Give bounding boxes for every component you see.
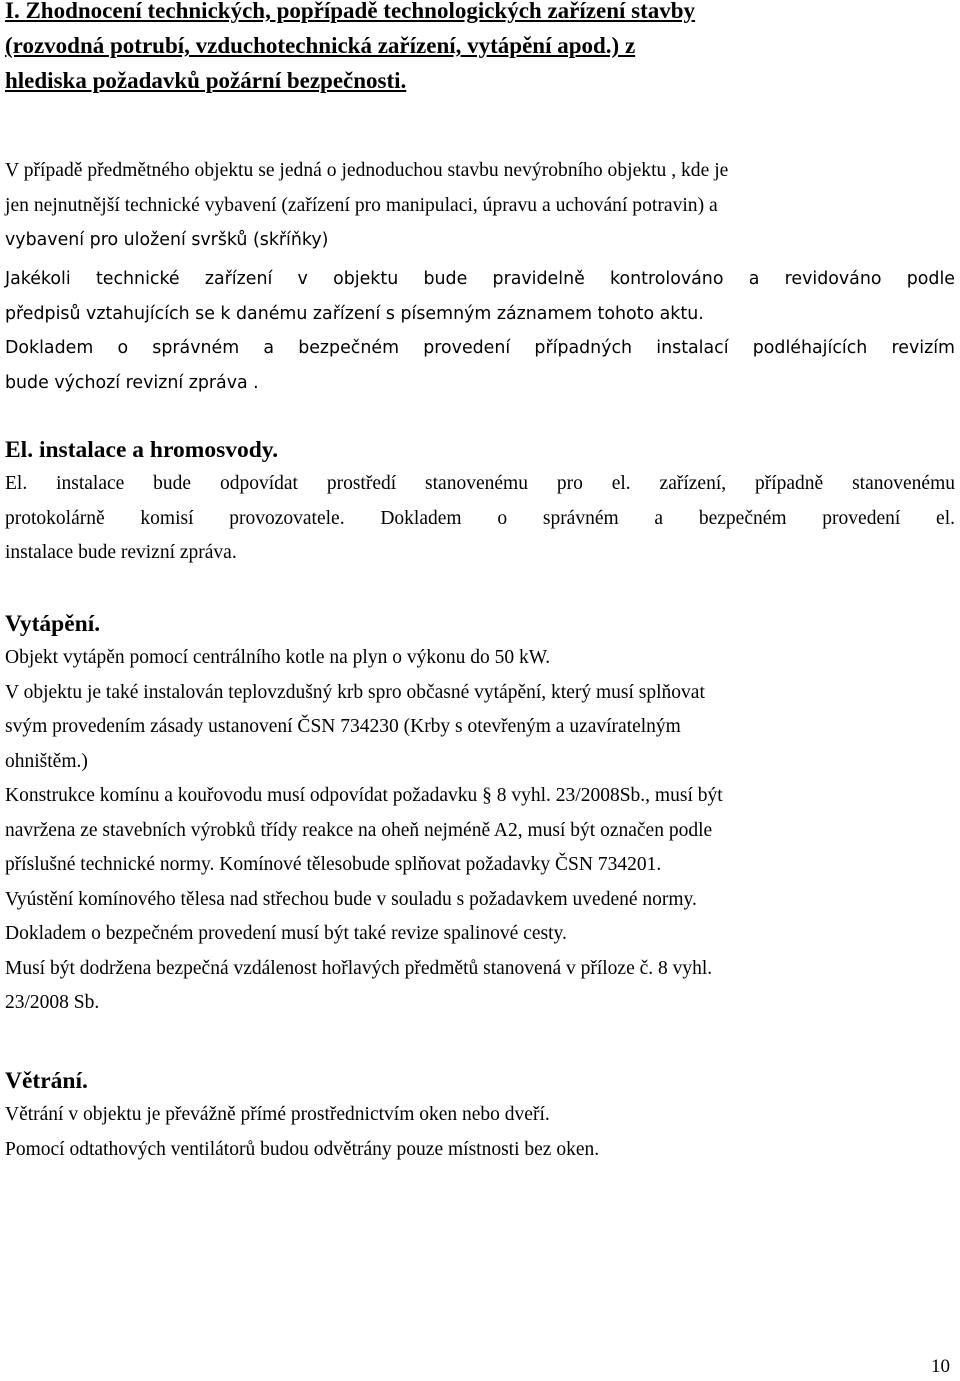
ventilation-paragraph — [5, 1098, 955, 1167]
text-line: Pomocí odtathových ventilátorů budou odvětrány pouze místnosti bez oken. — [5, 1138, 600, 1160]
text-line: vybavení pro uložení svršků (skříňky) — [5, 230, 329, 250]
intro-paragraph-1 — [5, 154, 955, 258]
text-line: předpisů vztahujících se k danému zařízení s písemným záznamem tohoto aktu. — [5, 303, 704, 324]
text-line: El. instalace bude odpovídat prostředí stanovenému pro el. zařízení, případně stanovenému — [5, 473, 955, 494]
heating-paragraph — [5, 641, 955, 1021]
text-line: Konstrukce komínu a kouřovodu musí odpovídat požadavku § 8 vyhl. 23/2008Sb., musí být — [5, 785, 723, 806]
text-line: Musí být dodržena bezpečná vzdálenost hořlavých předmětů stanovená v příloze č. 8 vyhl. — [5, 957, 713, 979]
text-line: svým provedením zásady ustanovení ČSN 734230 (Krby s otevřeným a uzavíratelným — [5, 716, 681, 737]
electrical-section-title: El. instalace a hromosvody. — [5, 437, 279, 463]
text-line: Dokladem o správném a bezpečném provedení případných instalací podléhajících revizím — [5, 338, 955, 358]
text-line: Dokladem o bezpečném provedení musí být také revize spalinové cesty. — [5, 923, 567, 944]
text-line: instalace bude revizní zpráva. — [5, 542, 237, 563]
text-line: jen nejnutnější technické vybavení (zařízení pro manipulaci, úpravu a uchování potravin) a — [5, 194, 718, 216]
text-line: V případě předmětného objektu se jedná o jednoduchou stavbu nevýrobního objektu , kde je — [5, 160, 729, 181]
text-line: Vyústění komínového tělesa nad střechou bude v souladu s požadavkem uvedené normy. — [5, 888, 697, 910]
text-line: 23/2008 Sb. — [5, 992, 100, 1013]
heading-line: I. Zhodnocení technických, popřípadě technologických zařízení stavby — [5, 0, 696, 23]
section-heading — [5, 0, 955, 98]
intro-paragraph-3 — [5, 331, 955, 400]
text-line: protokolárně komisí provozovatele. Dokladem o správném a bezpečném provedení el. — [5, 507, 955, 529]
text-line: Jakékoli technické zařízení v objektu bude pravidelně kontrolováno a revidováno podle — [5, 269, 955, 289]
ventilation-section-title: Větrání. — [5, 1068, 88, 1094]
text-line: navržena ze stavebních výrobků třídy reakce na oheň nejméně A2, musí být označen podle — [5, 819, 713, 841]
text-line: bude výchozí revizní zpráva . — [5, 372, 259, 393]
heating-section-title: Vytápění. — [5, 611, 101, 637]
page-number: 10 — [931, 1356, 950, 1377]
text-line: ohništěm.) — [5, 750, 88, 772]
text-line: V objektu je také instalován teplovzdušný krb spro občasné vytápění, který musí splňovat — [5, 681, 705, 703]
text-line: Větrání v objektu je převážně přímé prostřednictvím oken nebo dveří. — [5, 1104, 550, 1125]
electrical-paragraph — [5, 467, 955, 571]
text-line: Objekt vytápěn pomocí centrálního kotle na plyn o výkonu do 50 kW. — [5, 647, 551, 668]
text-line: příslušné technické normy. Komínové tělesobude splňovat požadavky ČSN 734201. — [5, 854, 662, 875]
heading-line: (rozvodná potrubí, vzduchotechnická zařízení, vytápění apod.) z — [5, 33, 636, 58]
intro-paragraph-2 — [5, 262, 955, 331]
heading-line: hlediska požadavků požární bezpečnosti. — [5, 68, 407, 93]
